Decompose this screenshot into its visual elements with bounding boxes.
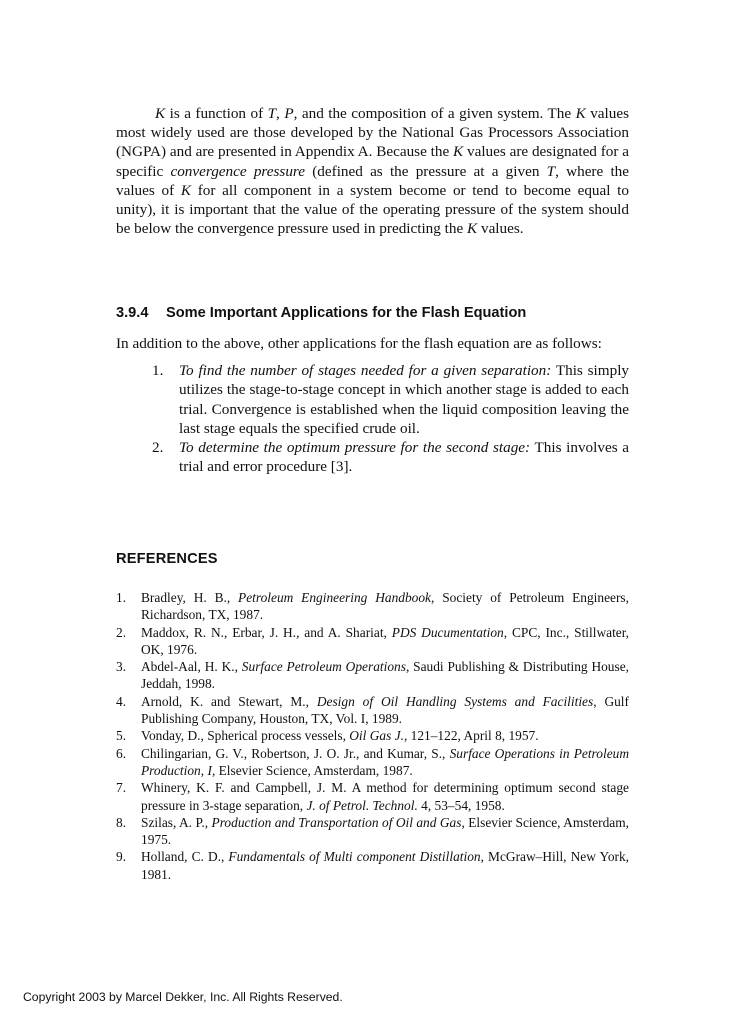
italic-text: T bbox=[546, 162, 556, 180]
references-heading: REFERENCES bbox=[116, 551, 218, 567]
application-text: To determine the optimum pressure for the second stage: This involves a trial and error procedure [3]. bbox=[179, 439, 629, 476]
application-text: To find the number of stages needed for a given separation: This simply utilizes the stage-to-stage concept in which another stage is added to each trial. Convergence is established when the liquid composition leaving the last stage equals the specified crude oil. bbox=[179, 362, 630, 437]
section-number: 3.9.4 bbox=[116, 305, 149, 321]
reference-item bbox=[116, 624, 629, 659]
italic-text: Design of Oil Handling Systems and Facilities bbox=[316, 693, 594, 709]
italic-text: P bbox=[284, 105, 294, 122]
italic-text: To find the number of stages needed for a given separation: bbox=[179, 362, 552, 380]
references-list bbox=[116, 589, 629, 883]
applications-block bbox=[116, 334, 629, 476]
italic-text: J. of Petrol. Technol. bbox=[306, 797, 418, 813]
italic-text: Surface Petroleum Operations bbox=[241, 659, 406, 675]
italic-text: PDS Ducumentation bbox=[391, 624, 504, 640]
reference-text: Abdel-Aal, H. K., Surface Petroleum Operations, Saudi Publishing & Distributing House, Jeddah, 1998. bbox=[141, 659, 630, 692]
reference-item bbox=[116, 814, 629, 849]
application-item bbox=[116, 438, 629, 476]
reference-text: Vonday, D., Spherical process vessels, Oil Gas J., 121–122, April 8, 1957. bbox=[141, 728, 539, 744]
italic-text: I bbox=[207, 762, 212, 778]
italic-text: T bbox=[267, 105, 277, 122]
reference-item bbox=[116, 727, 629, 744]
reference-item bbox=[116, 745, 629, 780]
reference-text: Arnold, K. and Stewart, M., Design of Oil Handling Systems and Facilities, Gulf Publishing Company, Houston, TX, Vol. I, 1989. bbox=[141, 693, 629, 727]
italic-text: To determine the optimum pressure for the second stage: bbox=[179, 439, 531, 457]
italic-text: Surface Operations in Petroleum Production bbox=[141, 745, 629, 778]
italic-text: K bbox=[575, 105, 586, 122]
section-heading bbox=[116, 305, 526, 321]
italic-text: Production and Transportation of Oil and Gas bbox=[211, 814, 462, 830]
reference-item bbox=[116, 779, 629, 814]
page-body bbox=[116, 104, 630, 882]
applications-intro: In addition to the above, other applications for the flash equation are as follows: bbox=[116, 335, 602, 352]
italic-text: Petroleum Engineering Handbook bbox=[238, 590, 431, 605]
reference-text: Holland, C. D., Fundamentals of Multi component Distillation, McGraw–Hill, New York, 1981. bbox=[141, 849, 630, 882]
reference-text: Maddox, R. N., Erbar, J. H., and A. Shariat, PDS Ducumentation, CPC, Inc., Stillwater, OK, 1976. bbox=[141, 624, 629, 657]
reference-text: Bradley, H. B., Petroleum Engineering Handbook, Society of Petroleum Engineers, Richardson, TX, 1987. bbox=[141, 590, 629, 623]
reference-number: 2. bbox=[116, 624, 127, 640]
reference-item bbox=[116, 848, 629, 883]
reference-number: 6. bbox=[116, 745, 127, 761]
reference-item bbox=[116, 589, 629, 624]
application-number: 2. bbox=[152, 439, 164, 457]
reference-number: 5. bbox=[116, 728, 127, 744]
italic-text: K bbox=[467, 220, 478, 238]
reference-number: 8. bbox=[116, 814, 127, 830]
applications-list bbox=[116, 361, 629, 476]
reference-item bbox=[116, 658, 629, 693]
reference-number: 9. bbox=[116, 849, 127, 865]
reference-text: Szilas, A. P., Production and Transportation of Oil and Gas, Elsevier Science, Amsterdam, 1975. bbox=[141, 814, 629, 848]
reference-number: 7. bbox=[116, 780, 127, 796]
italic-text: K bbox=[453, 143, 464, 161]
italic-text: convergence pressure bbox=[170, 162, 306, 180]
reference-number: 4. bbox=[116, 693, 127, 709]
reference-number: 3. bbox=[116, 659, 127, 675]
reference-number: 1. bbox=[116, 590, 127, 605]
italic-text: K bbox=[180, 181, 191, 199]
reference-item bbox=[116, 693, 629, 728]
reference-text: Whinery, K. F. and Campbell, J. M. A method for determining optimum second stage pressure in 3-stage separation, J. of Petrol. Technol. 4, 53–54, 1958. bbox=[141, 780, 629, 813]
copyright-notice: Copyright 2003 by Marcel Dekker, Inc. All Rights Reserved. bbox=[23, 990, 343, 1004]
application-item bbox=[116, 361, 629, 438]
italic-text: Oil Gas J. bbox=[349, 728, 404, 744]
reference-text: Chilingarian, G. V., Robertson, J. O. Jr., and Kumar, S., Surface Operations in Petroleum Production, I, Elsevier Science, Amsterdam, 1987. bbox=[141, 745, 629, 778]
italic-text: K bbox=[155, 105, 166, 122]
italic-text: Fundamentals of Multi component Distillation bbox=[228, 849, 481, 865]
intro-paragraph: K is a function of T, P, and the composition of a given system. The K values most widely used are those developed by the National Gas Processors Association (NGPA) and are presented in Appendix A. Because the K values are designated for a specific convergence pressure (defined as the pressure at a given T, where the values of K for all component in a system become or tend to become equal to unity), it is important that the value of the operating pressure of the system should be below the convergence pressure used in predicting the K values. bbox=[116, 105, 630, 238]
application-number: 1. bbox=[152, 362, 164, 380]
section-title: Some Important Applications for the Flash Equation bbox=[166, 305, 527, 321]
